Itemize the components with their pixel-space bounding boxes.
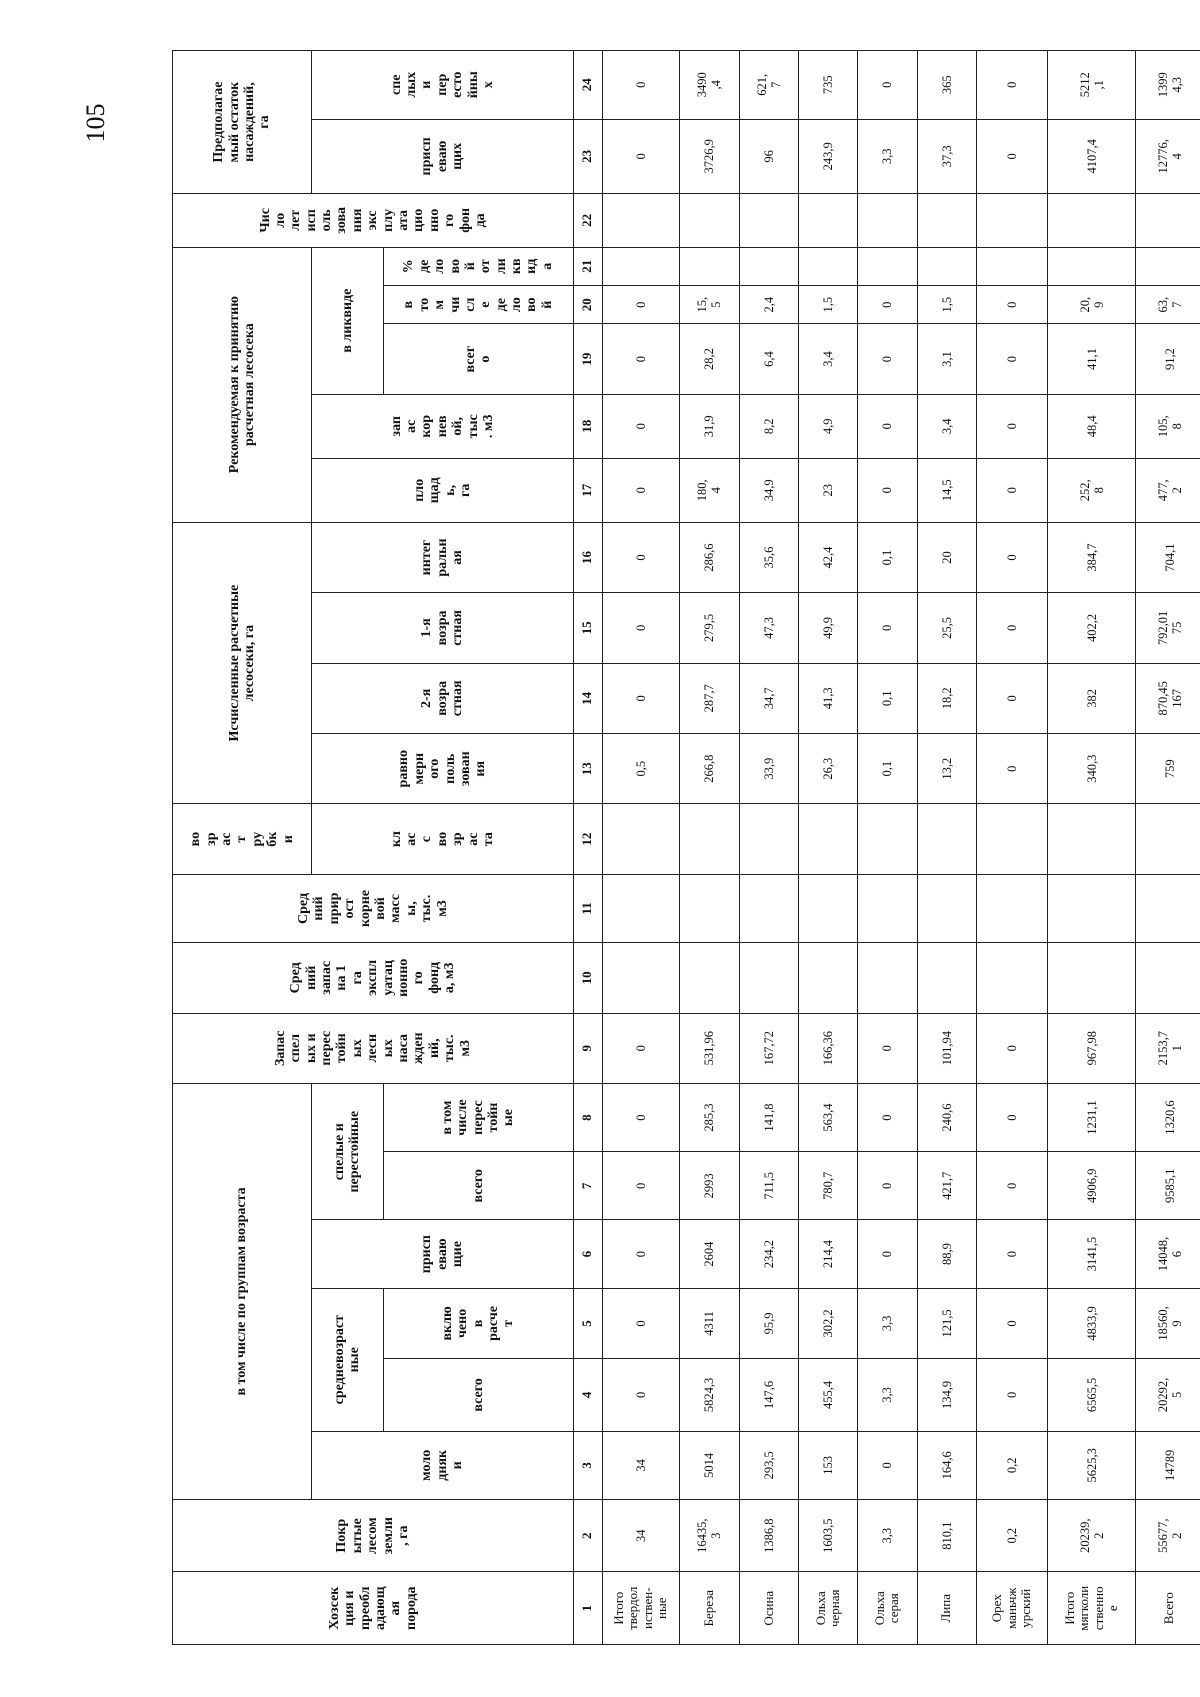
- table-cell: 0: [858, 1220, 917, 1288]
- table-cell: 704,1: [1136, 522, 1200, 592]
- table-cell: 3141,5: [1048, 1220, 1136, 1288]
- table-cell: 34: [602, 1431, 680, 1499]
- table-cell: [917, 943, 976, 1013]
- table-cell: [976, 874, 1048, 942]
- table-cell: 164,6: [917, 1431, 976, 1499]
- table-cell: 0: [602, 119, 680, 194]
- table-cell: 0: [602, 394, 680, 458]
- column-number: 18: [573, 394, 602, 458]
- table-cell: 134,9: [917, 1359, 976, 1432]
- table-cell: 0: [858, 1152, 917, 1220]
- table-cell: 91,2: [1136, 324, 1200, 394]
- table-cell: 0: [976, 51, 1048, 120]
- table-cell: 33,9: [739, 734, 798, 804]
- table-cell: 402,2: [1048, 593, 1136, 663]
- table-cell: 2153,7 1: [1136, 1013, 1200, 1083]
- table-cell: 55677, 2: [1136, 1499, 1200, 1572]
- table-cell: 0,1: [858, 522, 917, 592]
- table-cell: [739, 943, 798, 1013]
- table-cell: 9585,1: [1136, 1152, 1200, 1220]
- table-cell: 421,7: [917, 1152, 976, 1220]
- column-number: 22: [573, 194, 602, 247]
- table-cell: 49,9: [798, 593, 857, 663]
- header-area: пло щад ь, га: [312, 458, 574, 522]
- table-cell: 101,94: [917, 1013, 976, 1083]
- table-cell: 0: [858, 51, 917, 120]
- column-number: 21: [573, 247, 602, 285]
- column-number: 9: [573, 1013, 602, 1083]
- table-cell: [1048, 943, 1136, 1013]
- table-cell: 23: [798, 458, 857, 522]
- table-cell: 5824,3: [680, 1359, 739, 1432]
- table-cell: 14,5: [917, 458, 976, 522]
- column-number: 13: [573, 734, 602, 804]
- table-cell: 8,2: [739, 394, 798, 458]
- table-cell: [917, 247, 976, 285]
- table-cell: 3,3: [858, 1359, 917, 1432]
- table-cell: 735: [798, 51, 857, 120]
- table-cell: 20292, 5: [1136, 1359, 1200, 1432]
- table-cell: 780,7: [798, 1152, 857, 1220]
- table-row: [1048, 51, 1136, 1645]
- table-cell: 20, 9: [1048, 285, 1136, 323]
- column-number: 14: [573, 663, 602, 733]
- table-cell: [739, 247, 798, 285]
- header-cutting-age: во зр ас т ру бк и: [173, 804, 312, 874]
- table-cell: [1136, 804, 1200, 874]
- table-cell: 18,2: [917, 663, 976, 733]
- header-remainder-mature: спе лых и пер есто йны х: [312, 51, 574, 120]
- table-cell: 0: [602, 1083, 680, 1151]
- table-cell: 31,9: [680, 394, 739, 458]
- column-number: 19: [573, 324, 602, 394]
- row-species-name: Итого твердол иствен- ные: [602, 1572, 680, 1645]
- table-cell: 41,1: [1048, 324, 1136, 394]
- header-maturing: присп еваю щие: [312, 1220, 574, 1288]
- table-cell: 0: [976, 119, 1048, 194]
- header-mature-over: в том числе перес тойн ые: [383, 1083, 573, 1151]
- header-liquid-percent: % де ло во й от ли кв ид а: [383, 247, 573, 285]
- table-row: [976, 51, 1048, 1645]
- table-row: [917, 51, 976, 1645]
- table-cell: 18560, 9: [1136, 1288, 1200, 1358]
- row-species-name: Береза: [680, 1572, 739, 1645]
- table-cell: [602, 247, 680, 285]
- header-first-age: 1-я возра стная: [312, 593, 574, 663]
- table-cell: 34,7: [739, 663, 798, 733]
- table-cell: 243,9: [798, 119, 857, 194]
- table-cell: 4,9: [798, 394, 857, 458]
- table-body: [602, 51, 1200, 1645]
- table-cell: 0: [858, 1431, 917, 1499]
- table-cell: 0: [976, 1220, 1048, 1288]
- header-remainder-maturing: присп еваю щих: [312, 119, 574, 194]
- table-cell: [798, 247, 857, 285]
- header-uniform-use: равно мерн ого поль зован ия: [312, 734, 574, 804]
- header-liquid: в ликвиде: [312, 247, 384, 394]
- header-avg-stock: Сред ний запас на 1 га экспл уатац ионно го фонд а, м3: [173, 943, 574, 1013]
- column-number: 1: [573, 1572, 602, 1645]
- table-cell: 870,45 167: [1136, 663, 1200, 733]
- table-cell: 384,7: [1048, 522, 1136, 592]
- column-number: 15: [573, 593, 602, 663]
- row-species-name: Липа: [917, 1572, 976, 1645]
- table-cell: 621, 7: [739, 51, 798, 120]
- table-cell: 967,98: [1048, 1013, 1136, 1083]
- table-cell: 252, 8: [1048, 458, 1136, 522]
- table-cell: 1231,1: [1048, 1083, 1136, 1151]
- table-cell: 0: [858, 324, 917, 394]
- table-cell: 0: [858, 458, 917, 522]
- table-cell: 0: [976, 663, 1048, 733]
- header-liquid-total: всег о: [383, 324, 573, 394]
- table-cell: 121,5: [917, 1288, 976, 1358]
- table-cell: [739, 194, 798, 247]
- header-mature: спелые и перестойные: [312, 1083, 384, 1220]
- header-forest-area: Покр ытые лесом земли , га: [173, 1499, 574, 1572]
- column-number: 8: [573, 1083, 602, 1151]
- column-number: 3: [573, 1431, 602, 1499]
- table-cell: 0: [976, 458, 1048, 522]
- table-cell: [680, 943, 739, 1013]
- table-cell: [976, 247, 1048, 285]
- table-row: [680, 51, 739, 1645]
- table-cell: 1,5: [798, 285, 857, 323]
- header-computed-cuts: Исчисленные расчетные лесосеки, га: [173, 522, 312, 804]
- table-cell: 810,1: [917, 1499, 976, 1572]
- table-cell: [680, 194, 739, 247]
- table-cell: 14048, 6: [1136, 1220, 1200, 1288]
- table-cell: 4107,4: [1048, 119, 1136, 194]
- table-cell: 0: [976, 394, 1048, 458]
- table-cell: 0,2: [976, 1431, 1048, 1499]
- table-cell: [602, 943, 680, 1013]
- table-cell: 0,5: [602, 734, 680, 804]
- table-cell: 0: [602, 324, 680, 394]
- header-remainder: Предполагае мый остаток насаждений, га: [173, 51, 312, 194]
- table-cell: 3726,9: [680, 119, 739, 194]
- table-row: [602, 51, 680, 1645]
- table-cell: [976, 194, 1048, 247]
- header-mature-stock: Запас спел ых и перес тойн ых лесн ых наса жден ий, тыс. м3: [173, 1013, 574, 1083]
- header-middle-total: всего: [383, 1359, 573, 1432]
- table-cell: [917, 194, 976, 247]
- table-cell: 0,1: [858, 663, 917, 733]
- header-young: моло дняк и: [312, 1431, 574, 1499]
- table-cell: 13,2: [917, 734, 976, 804]
- table-cell: 0: [976, 522, 1048, 592]
- table-cell: 234,2: [739, 1220, 798, 1288]
- table-cell: 0: [976, 734, 1048, 804]
- column-number: 5: [573, 1288, 602, 1358]
- table-cell: 3,1: [917, 324, 976, 394]
- row-species-name: Ольха серая: [858, 1572, 917, 1645]
- table-cell: 477, 2: [1136, 458, 1200, 522]
- table-cell: 3,3: [858, 119, 917, 194]
- table-cell: 759: [1136, 734, 1200, 804]
- table-cell: 1,5: [917, 285, 976, 323]
- column-number: 12: [573, 804, 602, 874]
- row-species-name: Осина: [739, 1572, 798, 1645]
- table-cell: 34: [602, 1499, 680, 1572]
- table-cell: [917, 804, 976, 874]
- table-cell: [1048, 804, 1136, 874]
- allowable-cut-table: [172, 50, 1200, 1645]
- table-cell: 20: [917, 522, 976, 592]
- table-cell: 34,9: [739, 458, 798, 522]
- column-number: 4: [573, 1359, 602, 1432]
- table-cell: [739, 804, 798, 874]
- table-cell: 4906,9: [1048, 1152, 1136, 1220]
- table-cell: 0: [602, 1220, 680, 1288]
- table-cell: 0,1: [858, 734, 917, 804]
- table-cell: 214,4: [798, 1220, 857, 1288]
- table-cell: [1048, 194, 1136, 247]
- table-cell: [602, 804, 680, 874]
- table-cell: 96: [739, 119, 798, 194]
- table-cell: 0: [858, 593, 917, 663]
- page-number: 105: [81, 103, 110, 143]
- table-cell: 302,2: [798, 1288, 857, 1358]
- table-cell: 279,5: [680, 593, 739, 663]
- table-cell: [798, 194, 857, 247]
- header-liquid-business: в то м чи сл е де ло во й: [383, 285, 573, 323]
- rotated-table-container: [172, 50, 1200, 1645]
- table-cell: 293,5: [739, 1431, 798, 1499]
- header-integral: интег ральн ая: [312, 522, 574, 592]
- table-cell: [858, 247, 917, 285]
- table-cell: 48,4: [1048, 394, 1136, 458]
- row-species-name: Итого мягколи ственно е: [1048, 1572, 1136, 1645]
- column-number: 20: [573, 285, 602, 323]
- table-cell: 63, 7: [1136, 285, 1200, 323]
- row-species-name: Орех маньчж урский: [976, 1572, 1048, 1645]
- table-row: [858, 51, 917, 1645]
- table-cell: 4833,9: [1048, 1288, 1136, 1358]
- table-row: [739, 51, 798, 1645]
- table-cell: 3,3: [858, 1499, 917, 1572]
- table-cell: 0: [976, 285, 1048, 323]
- table-cell: [1136, 874, 1200, 942]
- table-cell: 6,4: [739, 324, 798, 394]
- row-species-name: Всего: [1136, 1572, 1200, 1645]
- table-cell: 792,01 75: [1136, 593, 1200, 663]
- table-cell: 1320,6: [1136, 1083, 1200, 1151]
- table-cell: [858, 943, 917, 1013]
- header-second-age: 2-я возра стная: [312, 663, 574, 733]
- table-cell: [858, 804, 917, 874]
- table-cell: 3,3: [858, 1288, 917, 1358]
- table-cell: 20239, 2: [1048, 1499, 1136, 1572]
- table-cell: 1603,5: [798, 1499, 857, 1572]
- column-number-row: [573, 51, 602, 1645]
- table-cell: 0: [976, 593, 1048, 663]
- table-cell: 12776, 4: [1136, 119, 1200, 194]
- table-cell: [1048, 874, 1136, 942]
- column-number: 11: [573, 874, 602, 942]
- table-cell: 26,3: [798, 734, 857, 804]
- column-number: 17: [573, 458, 602, 522]
- table-cell: 266,8: [680, 734, 739, 804]
- column-number: 6: [573, 1220, 602, 1288]
- table-cell: 37,3: [917, 119, 976, 194]
- table-row: [798, 51, 857, 1645]
- table-cell: 14789: [1136, 1431, 1200, 1499]
- table-cell: [1136, 247, 1200, 285]
- table-cell: 88,9: [917, 1220, 976, 1288]
- table-cell: 147,6: [739, 1359, 798, 1432]
- table-cell: [976, 804, 1048, 874]
- table-cell: [798, 874, 857, 942]
- table-cell: 35,6: [739, 522, 798, 592]
- table-cell: 0: [976, 1359, 1048, 1432]
- column-number: 16: [573, 522, 602, 592]
- table-cell: 141,8: [739, 1083, 798, 1151]
- column-number: 23: [573, 119, 602, 194]
- table-cell: 0: [976, 1013, 1048, 1083]
- table-cell: 240,6: [917, 1083, 976, 1151]
- table-cell: 0: [858, 1013, 917, 1083]
- table-cell: 286,6: [680, 522, 739, 592]
- table-cell: 16435, 3: [680, 1499, 739, 1572]
- table-cell: 0: [602, 1013, 680, 1083]
- header-recommended-cut: Рекомендуемая к принятию расчетная лесосека: [173, 247, 312, 522]
- table-cell: 382: [1048, 663, 1136, 733]
- table-cell: 167,72: [739, 1013, 798, 1083]
- table-cell: 2993: [680, 1152, 739, 1220]
- table-cell: 5625,3: [1048, 1431, 1136, 1499]
- column-number: 7: [573, 1152, 602, 1220]
- table-cell: [602, 194, 680, 247]
- table-cell: [739, 874, 798, 942]
- row-species-name: Ольха черная: [798, 1572, 857, 1645]
- table-row: [1136, 51, 1200, 1645]
- header-years-of-use: Чис ло лет исп оль зова ния экс плу ата цио нно го фон да: [173, 194, 574, 247]
- table-cell: [680, 874, 739, 942]
- table-cell: 166,36: [798, 1013, 857, 1083]
- table-cell: 287,7: [680, 663, 739, 733]
- table-cell: 15, 5: [680, 285, 739, 323]
- table-cell: [798, 943, 857, 1013]
- table-cell: 153: [798, 1431, 857, 1499]
- table-cell: 0: [602, 1152, 680, 1220]
- table-cell: 6565,5: [1048, 1359, 1136, 1432]
- table-cell: 0: [858, 1083, 917, 1151]
- header-middle-aged: средневозраст ные: [312, 1288, 384, 1431]
- table-cell: 2604: [680, 1220, 739, 1288]
- table-cell: 0: [602, 51, 680, 120]
- table-cell: [798, 804, 857, 874]
- table-cell: 1386,8: [739, 1499, 798, 1572]
- table-cell: 0,2: [976, 1499, 1048, 1572]
- table-cell: 0: [976, 1288, 1048, 1358]
- header-mature-total: всего: [383, 1152, 573, 1220]
- header-avg-increment: Сред ний прир ост корне вой масс ы, тыс. м3: [173, 874, 574, 942]
- table-cell: 0: [858, 394, 917, 458]
- table-cell: [1048, 247, 1136, 285]
- header-root-stock: зап ас кор нев ой, тыс . м3: [312, 394, 574, 458]
- table-cell: 4311: [680, 1288, 739, 1358]
- table-cell: [1136, 943, 1200, 1013]
- table-cell: 105, 8: [1136, 394, 1200, 458]
- table-cell: 47,3: [739, 593, 798, 663]
- table-cell: 285,3: [680, 1083, 739, 1151]
- table-cell: 28,2: [680, 324, 739, 394]
- table-cell: 5014: [680, 1431, 739, 1499]
- header-age-groups: в том числе по группам возраста: [173, 1083, 312, 1499]
- table-cell: 0: [976, 1152, 1048, 1220]
- table-cell: 1399 4,3: [1136, 51, 1200, 120]
- table-cell: 3,4: [798, 324, 857, 394]
- table-cell: 2,4: [739, 285, 798, 323]
- table-cell: [602, 874, 680, 942]
- table-cell: 3,4: [917, 394, 976, 458]
- table-cell: [976, 943, 1048, 1013]
- table-cell: 455,4: [798, 1359, 857, 1432]
- table-cell: 531,96: [680, 1013, 739, 1083]
- table-cell: [1136, 194, 1200, 247]
- column-number: 10: [573, 943, 602, 1013]
- table-cell: 340,3: [1048, 734, 1136, 804]
- table-cell: 0: [602, 663, 680, 733]
- table-cell: 180, 4: [680, 458, 739, 522]
- table-cell: 95,9: [739, 1288, 798, 1358]
- table-cell: 0: [602, 458, 680, 522]
- header-age-class: кл ас с во зр ас та: [312, 804, 574, 874]
- table-cell: [858, 874, 917, 942]
- table-cell: 0: [858, 285, 917, 323]
- table-cell: 0: [602, 593, 680, 663]
- header-middle-included: вклю чено в расче т: [383, 1288, 573, 1358]
- table-cell: [680, 804, 739, 874]
- table-cell: 5212 ,1: [1048, 51, 1136, 120]
- header-species: Хозсек ция и преобл адающ ая порода: [173, 1572, 574, 1645]
- table-cell: [917, 874, 976, 942]
- table-cell: [680, 247, 739, 285]
- table-cell: 3490 ,4: [680, 51, 739, 120]
- table-cell: 0: [976, 1083, 1048, 1151]
- table-cell: 0: [976, 324, 1048, 394]
- table-cell: 0: [602, 522, 680, 592]
- table-cell: 0: [602, 1359, 680, 1432]
- table-cell: 711,5: [739, 1152, 798, 1220]
- column-number: 2: [573, 1499, 602, 1572]
- table-cell: 365: [917, 51, 976, 120]
- table-cell: 563,4: [798, 1083, 857, 1151]
- table-cell: 25,5: [917, 593, 976, 663]
- table-cell: 41,3: [798, 663, 857, 733]
- table-cell: 42,4: [798, 522, 857, 592]
- table-cell: 0: [602, 1288, 680, 1358]
- table-cell: 0: [602, 285, 680, 323]
- table-cell: [858, 194, 917, 247]
- column-number: 24: [573, 51, 602, 120]
